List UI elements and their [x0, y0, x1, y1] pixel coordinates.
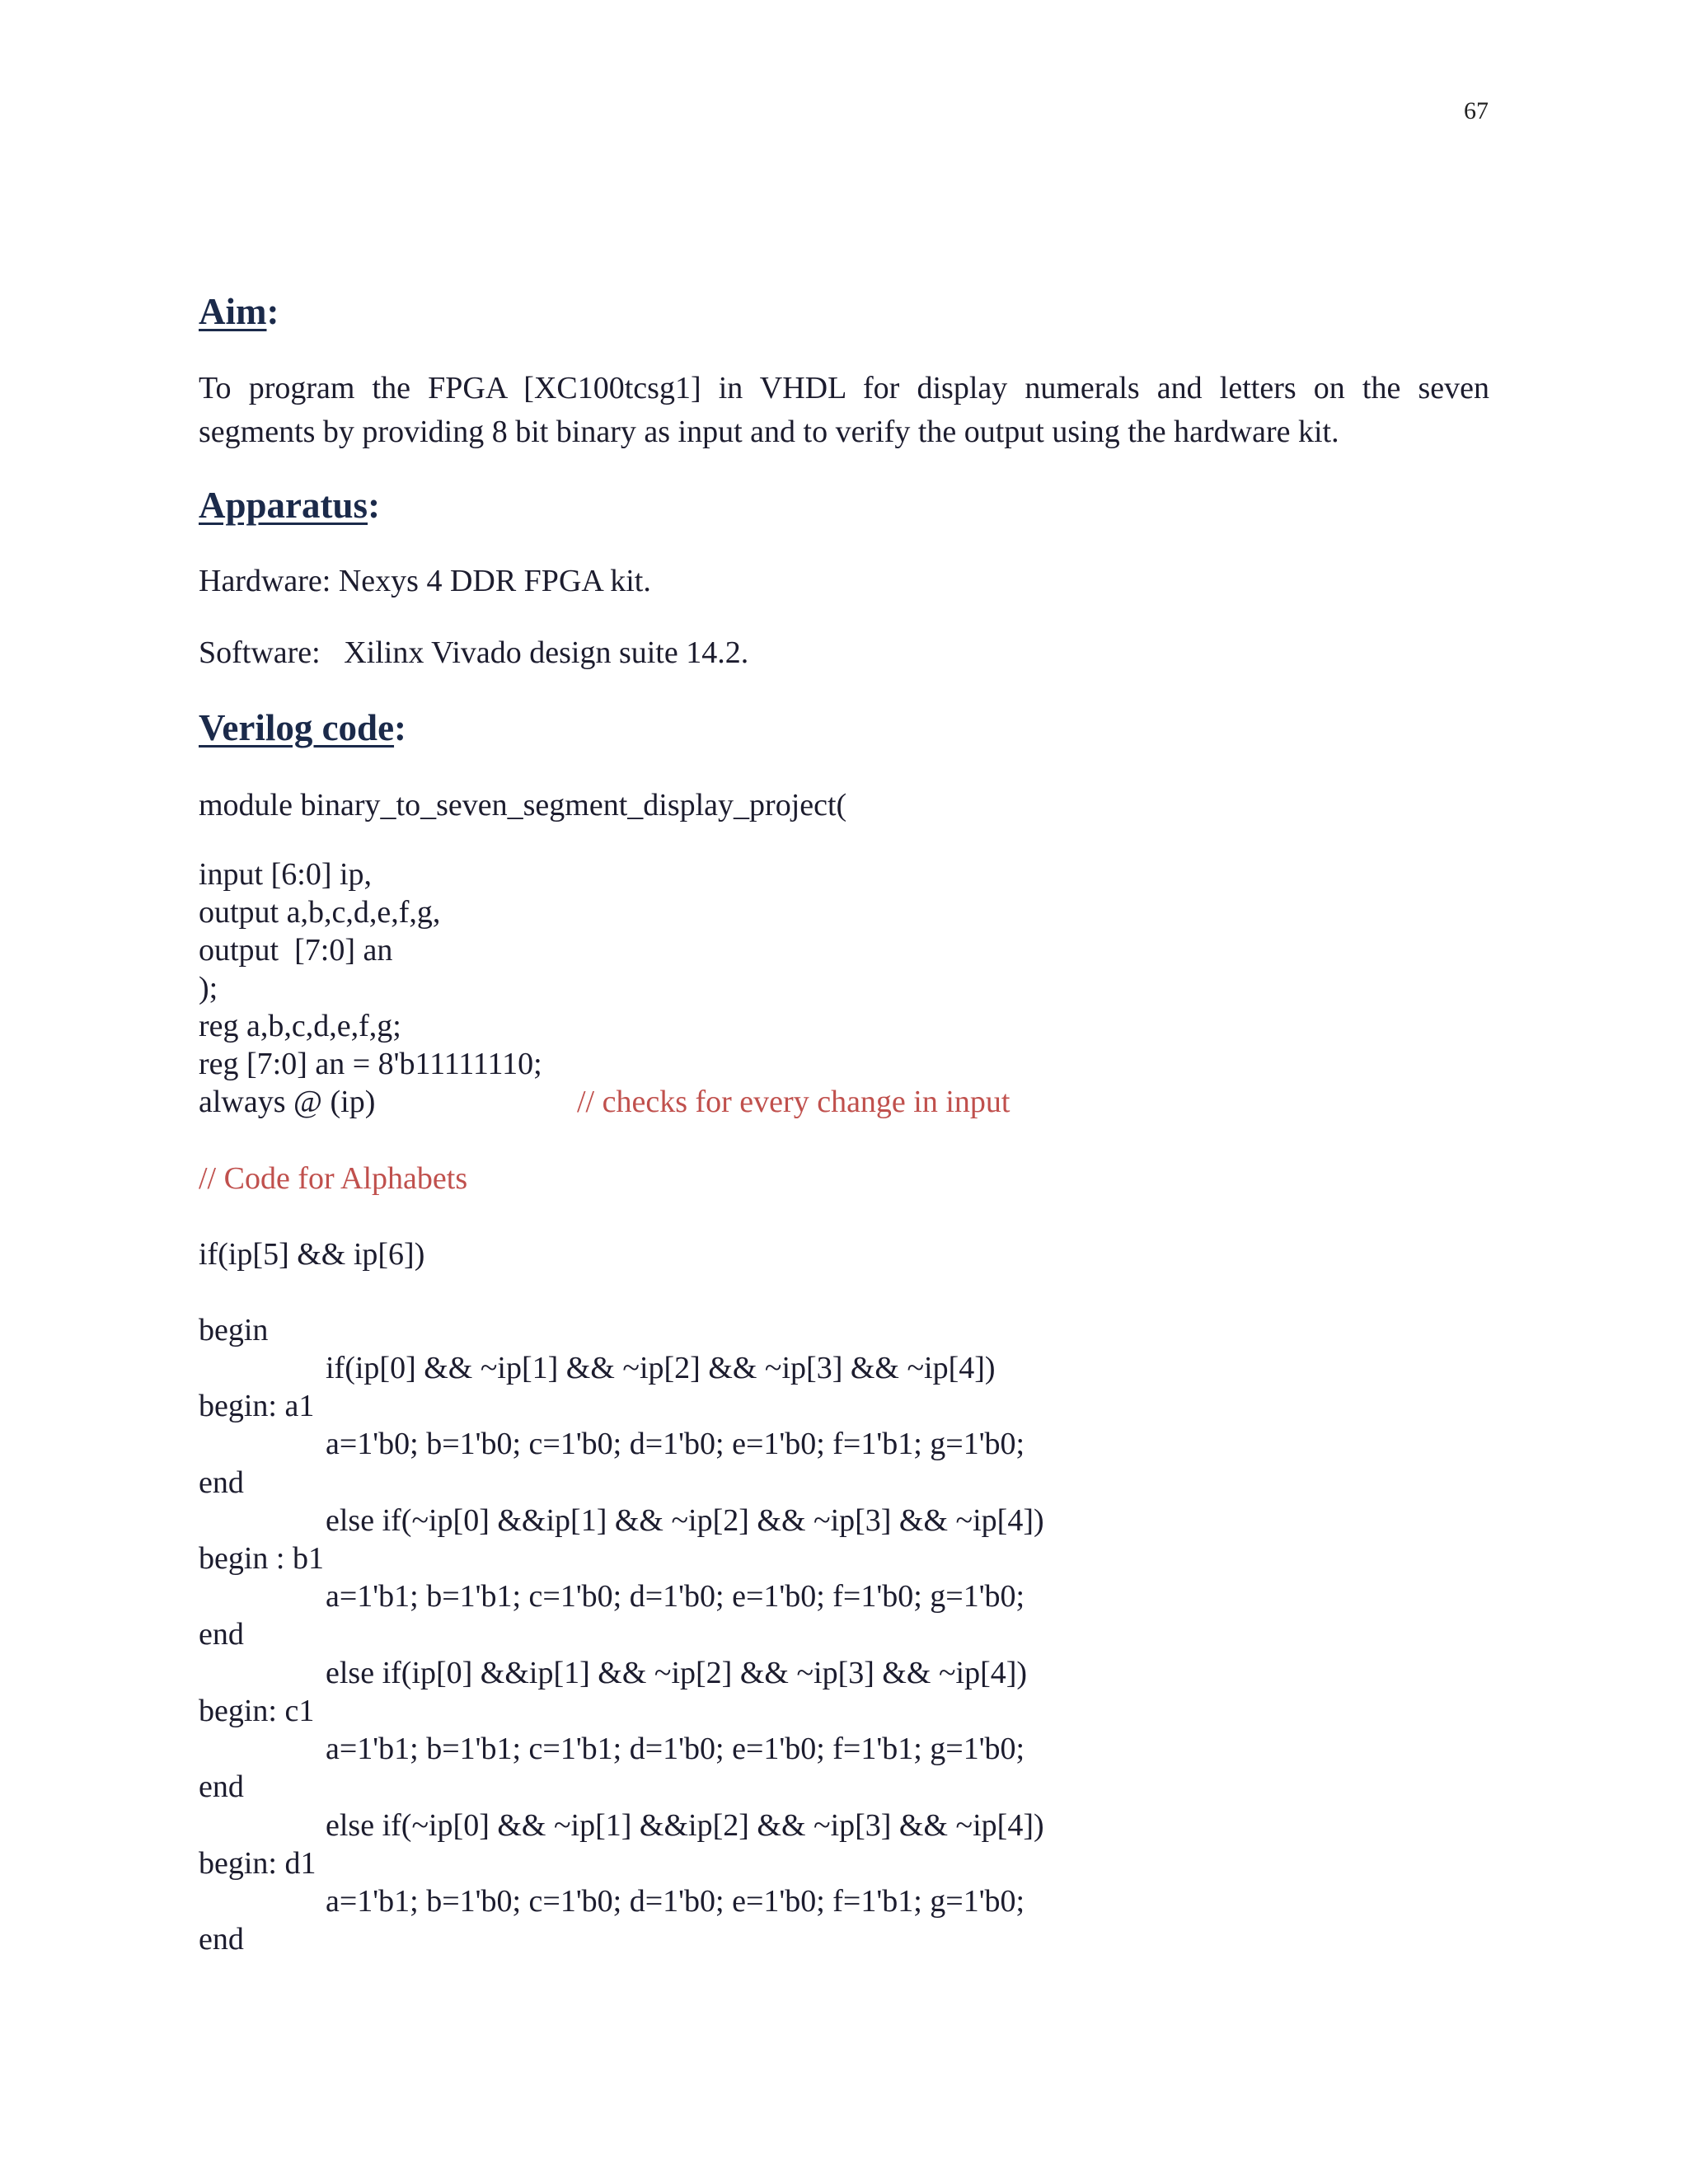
- software-line: Software: Xilinx Vivado design suite 14.2.: [199, 635, 749, 670]
- code-line: begin: [199, 1313, 269, 1347]
- aim-heading: [199, 290, 279, 333]
- aim-line-1: To program the FPGA [XC100tcsg1] in VHDL for display numerals and letters on the seven: [199, 371, 1489, 405]
- aim-heading-colon: :: [266, 291, 279, 332]
- code-line: else if(~ip[0] &&ip[1] && ~ip[2] && ~ip[3] && ~ip[4]): [326, 1503, 1044, 1538]
- code-line: begin: d1: [199, 1846, 316, 1881]
- code-line: output [7:0] an: [199, 933, 393, 968]
- page-number: 67: [1464, 97, 1489, 124]
- code-line: output a,b,c,d,e,f,g,: [199, 895, 441, 930]
- code-comment: // checks for every change in input: [577, 1085, 1010, 1119]
- code-line: else if(~ip[0] && ~ip[1] &&ip[2] && ~ip[3] && ~ip[4]): [326, 1808, 1044, 1843]
- code-line: a=1'b1; b=1'b0; c=1'b0; d=1'b0; e=1'b0; f=1'b1; g=1'b0;: [326, 1884, 1025, 1919]
- verilog-heading: [199, 706, 406, 749]
- code-line: reg a,b,c,d,e,f,g;: [199, 1009, 401, 1043]
- aim-line-2: segments by providing 8 bit binary as input and to verify the output using the hardware kit.: [199, 415, 1339, 449]
- code-line: begin: c1: [199, 1694, 315, 1728]
- code-line: begin: a1: [199, 1389, 315, 1423]
- hardware-line: Hardware: Nexys 4 DDR FPGA kit.: [199, 564, 651, 598]
- code-line: if(ip[5] && ip[6]): [199, 1237, 425, 1272]
- code-line: module binary_to_seven_segment_display_project(: [199, 788, 847, 823]
- aim-heading-text: Aim: [199, 291, 267, 332]
- code-line: );: [199, 971, 218, 1005]
- aim-paragraph: [199, 367, 1489, 454]
- code-line: input [6:0] ip,: [199, 857, 373, 892]
- apparatus-heading: [199, 484, 380, 527]
- code-line: end: [199, 1922, 244, 1957]
- apparatus-heading-colon: :: [368, 485, 381, 526]
- code-line: reg [7:0] an = 8'b11111110;: [199, 1047, 542, 1081]
- code-line: begin : b1: [199, 1541, 324, 1576]
- code-line: a=1'b0; b=1'b0; c=1'b0; d=1'b0; e=1'b0; f=1'b1; g=1'b0;: [326, 1427, 1025, 1461]
- code-line: a=1'b1; b=1'b1; c=1'b0; d=1'b0; e=1'b0; f=1'b0; g=1'b0;: [326, 1579, 1025, 1614]
- code-line: always @ (ip): [199, 1085, 376, 1119]
- code-line: a=1'b1; b=1'b1; c=1'b1; d=1'b0; e=1'b0; f=1'b1; g=1'b0;: [326, 1732, 1025, 1766]
- code-line: else if(ip[0] &&ip[1] && ~ip[2] && ~ip[3] && ~ip[4]): [326, 1656, 1028, 1690]
- verilog-heading-text: Verilog code: [199, 707, 395, 748]
- code-line: end: [199, 1465, 244, 1500]
- code-line: if(ip[0] && ~ip[1] && ~ip[2] && ~ip[3] && ~ip[4]): [326, 1351, 996, 1385]
- code-line: end: [199, 1617, 244, 1652]
- apparatus-heading-text: Apparatus: [199, 485, 368, 526]
- verilog-heading-colon: :: [394, 707, 407, 748]
- code-line: end: [199, 1769, 244, 1804]
- code-comment: // Code for Alphabets: [199, 1161, 468, 1196]
